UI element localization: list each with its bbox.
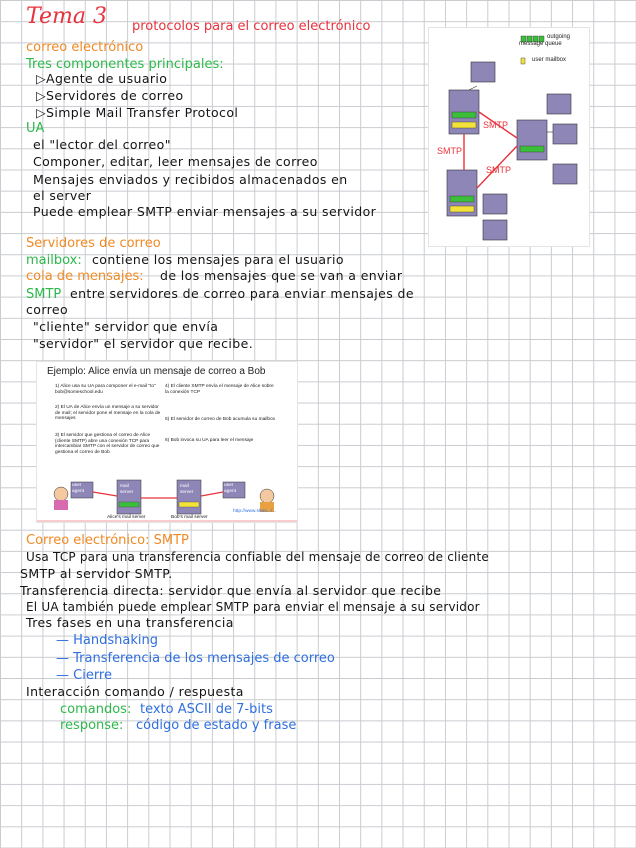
figure-step: 6) Bob invoca su UA para leer el mensaje [165,438,254,443]
mail-architecture-diagram [428,27,590,247]
ua-line: el "lector del correo" [33,137,171,152]
figure-bottom-label: Bob's mail server [171,515,208,520]
component-item: ▷Agente de usuario [36,71,168,86]
smtp-line: El UA también puede emplear SMTP para enviar el mensaje a su servidor [26,600,480,614]
mail-server-icon [449,90,479,134]
commands-label: comandos: [60,702,132,717]
ua-line: Mensajes enviados y recibidos almacenados en [33,172,348,187]
figure-label: mail server [120,484,134,495]
figure-url: http://www.shoo.../... [233,509,277,514]
mail-server-icon [447,170,477,216]
server-line: "servidor" el servidor que recibe. [33,336,254,351]
queue-label: cola de mensajes: [26,269,144,284]
component-item: ▷Simple Mail Transfer Protocol [36,105,239,120]
components-heading: Tres componentes principales: [26,57,224,72]
smtp-label: SMTP [483,120,509,130]
phase-item: — Transferencia de los mensajes de correo [56,651,335,666]
response-label: response: [60,718,124,733]
smtp-line: Usa TCP para una transferencia confiable del mensaje de correo de cliente [26,550,489,564]
ua-line: Componer, editar, leer mensajes de correo [33,154,318,169]
smtp-text: entre servidores de correo para enviar mensajes de [70,286,414,301]
figure-step: 2) El UA de Alice envía un mensaje a su servidor de mail; el servidor pone el mensaje en la cola de mensajes [55,405,161,422]
phase-item: — Cierre [56,668,112,683]
figure-step: 1) Alice usa su UA para componer el e-mail "to" bob@someschool.edu [55,384,156,395]
figure-bottom-label: Alice's mail server [107,515,146,520]
user-agent-icon [471,62,495,82]
user-agent-icon [483,220,507,240]
smtp-line: Transferencia directa: servidor que envía al servidor que recibe [20,583,442,598]
smtp-text: correo [26,302,69,317]
page-title: Tema 3 [26,4,107,29]
figure-label: user agent [224,483,237,494]
smtp-line: SMTP al servidor SMTP. [20,566,173,581]
smtp-label: SMTP [437,146,463,156]
mailbox-label: mailbox: [26,253,82,268]
figure-step: 3) El servidor que gestiona el correo de Alice (cliente SMTP) abre una conexión TCP para intercambiar SMTP con el servidor de correo que gestiona el correo de Bob [55,433,160,455]
figure-svg [37,362,297,522]
phase-item: — Handshaking [56,633,158,648]
response-text: código de estado y frase [136,718,297,733]
ua-label: UA [26,121,45,136]
user-agent-icon [547,94,571,114]
queue-text: de los mensajes que se van a enviar [160,268,403,283]
mailbox-text: contiene los mensajes para el usuario [92,252,344,267]
client-line: "cliente" servidor que envía [33,319,219,334]
figure-title: Ejemplo: Alice envía un mensaje de correo a Bob [47,366,266,377]
figure-step: 4) El cliente SMTP envía el mensaje de Alice sobre la conexión TCP [165,384,274,395]
user-agent-icon [553,124,577,144]
user-agent-icon [553,164,577,184]
smtp-label: SMTP [486,165,512,175]
alice-bob-figure [36,361,298,523]
mail-server-icon [517,120,547,160]
figure-label: user agent [72,483,85,494]
smtp-line: Tres fases en una transferencia [26,615,234,630]
page-subtitle: protocolos para el correo electrónico [132,19,371,34]
section2-heading: Servidores de correo [26,236,161,251]
smtp-label: SMTP [26,287,62,302]
ua-line: Puede emplear SMTP enviar mensajes a su servidor [33,204,377,219]
legend-mailbox: user mailbox [532,57,567,63]
component-item: ▷Servidores de correo [36,88,184,103]
figure-step: 5) El servidor de correo de Bob acumula su mailbox [165,417,276,422]
figure-label: mail server [180,484,194,495]
user-agent-icon [483,194,507,214]
legend-outgoing: outgoing message queue [519,34,571,47]
commands-text: texto ASCII de 7-bits [140,702,273,717]
section3-heading: Correo electrónico: SMTP [26,533,189,548]
interaction-line: Interacción comando / respuesta [26,684,244,699]
section1-heading: correo electrónico [26,40,144,55]
ua-line: el server [33,188,92,203]
